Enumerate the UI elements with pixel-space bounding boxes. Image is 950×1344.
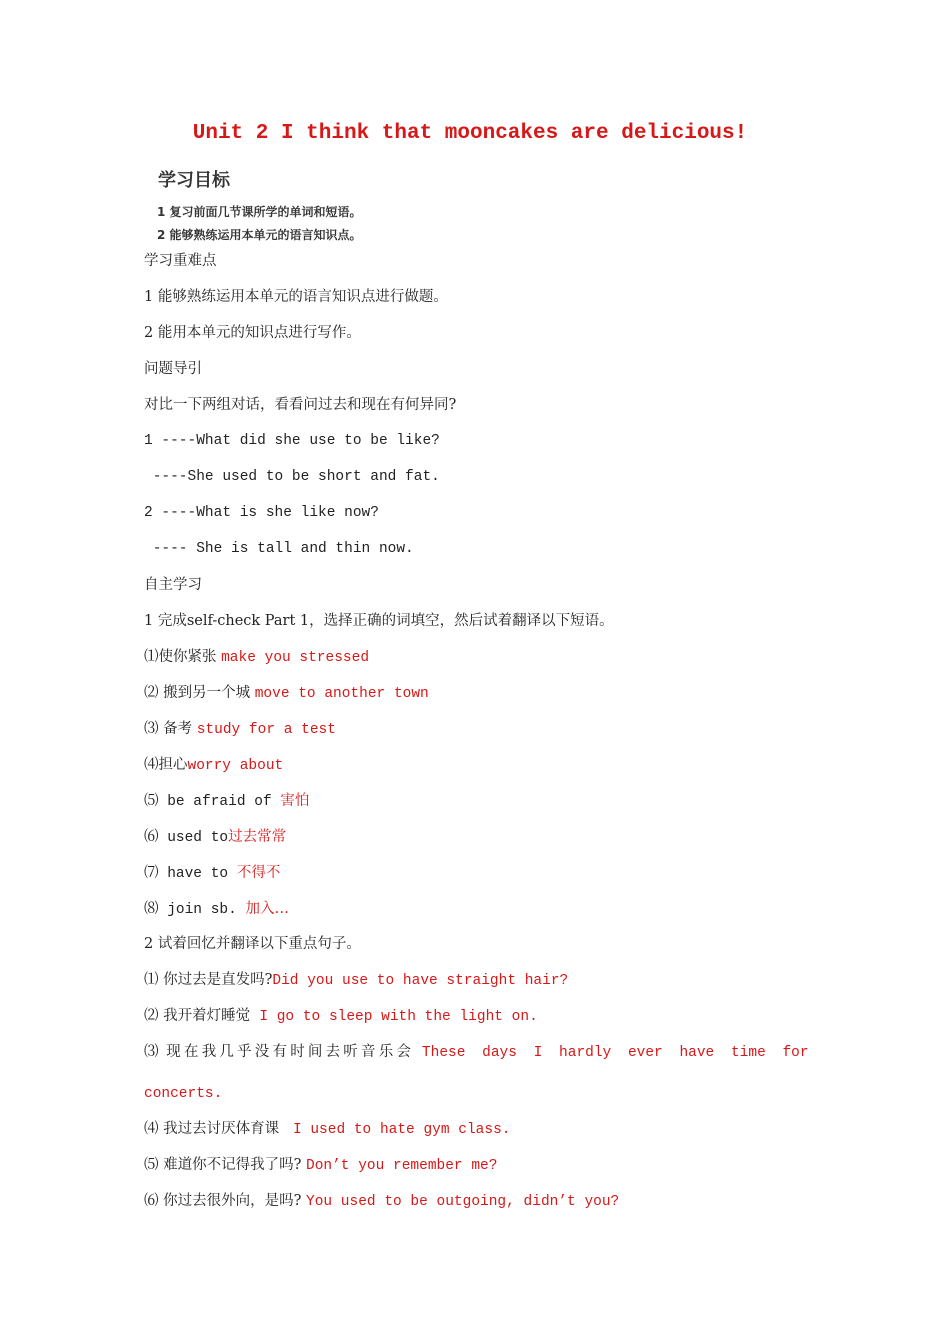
sentence-question: 你过去很外向，是吗? — [158, 1193, 306, 1209]
sentence-question: 现在我几乎没有时间去听音乐会 — [158, 1044, 422, 1060]
sentence-item — [144, 1042, 809, 1063]
sentence-number: ⑷ — [144, 1121, 159, 1137]
phrase-item — [144, 899, 289, 920]
sentence-answer: I go to sleep with the light on. — [259, 1009, 538, 1025]
sentence-question: 我过去讨厌体育课 — [158, 1121, 293, 1137]
phrase-item — [144, 683, 429, 704]
dialogue-line: 2 ----What is she like now? — [144, 505, 379, 521]
phrase-answer: 加入… — [245, 901, 290, 917]
phrase-number: ⑺ — [144, 865, 159, 881]
sentence-answer: You used to be outgoing, didn’t you? — [306, 1194, 620, 1210]
sentence-answer: I used to hate gym class. — [292, 1122, 511, 1138]
phrase-number: ⑶ — [144, 721, 159, 737]
phrase-question: 使你紧张 — [158, 649, 217, 665]
phrase-number: ⑹ — [144, 829, 159, 845]
phrase-answer: 害怕 — [280, 793, 310, 809]
sentence-answer: Did you use to have straight hair? — [272, 973, 569, 989]
sentence-item — [144, 1006, 538, 1027]
guide-heading: 问题导引 — [144, 361, 202, 377]
phrase-answer: 过去常常 — [228, 829, 287, 845]
phrase-answer: make you stressed — [221, 650, 370, 666]
phrase-item — [144, 755, 283, 776]
sentence-number: ⑵ — [144, 1008, 159, 1024]
phrase-answer: study for a test — [196, 722, 336, 738]
phrase-answer: 不得不 — [236, 865, 281, 881]
sentence-number: ⑸ — [144, 1157, 159, 1173]
difficulty-item: 1 能够熟练运用本单元的语言知识点进行做题。 — [144, 289, 448, 305]
phrase-question: 担心 — [158, 757, 188, 773]
task1-instruction: 1 完成self-check Part 1，选择正确的词填空，然后试着翻译以下短语。 — [144, 613, 614, 629]
sentence-number: ⑴ — [144, 972, 159, 988]
phrase-answer: move to another town — [254, 686, 429, 702]
sentence-item — [144, 1155, 497, 1176]
sentence-item — [144, 970, 568, 991]
phrase-item — [144, 863, 280, 884]
phrase-question: 搬到另一个城 — [158, 685, 251, 701]
goal-item: 1 复习前面几节课所学的单词和短语。 — [157, 205, 362, 219]
phrase-item — [144, 719, 336, 740]
phrase-item — [144, 791, 309, 812]
learning-goals-image — [155, 164, 455, 248]
phrase-number: ⑴ — [144, 649, 159, 665]
difficulties-heading: 学习重难点 — [144, 253, 217, 269]
phrase-number: ⑵ — [144, 685, 159, 701]
sentence-answer: These days I hardly ever have time for — [421, 1045, 809, 1061]
phrase-item — [144, 827, 286, 848]
phrase-number: ⑻ — [144, 901, 159, 917]
phrase-question: be afraid of — [158, 794, 281, 810]
phrase-question: 备考 — [158, 721, 193, 737]
dialogue-line: ----She used to be short and fat. — [144, 469, 440, 485]
dialogue-line: 1 ----What did she use to be like? — [144, 433, 440, 449]
guide-intro: 对比一下两组对话，看看问过去和现在有何异同? — [144, 397, 457, 413]
sentence-answer-continued: concerts. — [144, 1086, 223, 1102]
goal-item: 2 能够熟练运用本单元的语言知识点。 — [157, 228, 362, 242]
sentence-item — [144, 1119, 510, 1140]
sentence-question: 我开着灯睡觉 — [158, 1008, 260, 1024]
phrase-question: join sb. — [158, 902, 246, 918]
sentence-question: 你过去是直发吗? — [158, 972, 273, 988]
phrase-question: have to — [158, 866, 237, 882]
phrase-number: ⑸ — [144, 793, 159, 809]
self-study-heading: 自主学习 — [144, 577, 202, 593]
difficulty-item: 2 能用本单元的知识点进行写作。 — [144, 325, 361, 341]
phrase-question: used to — [158, 830, 229, 846]
sentence-number: ⑶ — [144, 1044, 159, 1060]
page-title: Unit 2 I think that mooncakes are delicious! — [192, 122, 748, 145]
task2-instruction: 2 试着回忆并翻译以下重点句子。 — [144, 936, 361, 952]
goals-heading: 学习目标 — [158, 170, 230, 191]
sentence-answer: Don’t you remember me? — [306, 1158, 498, 1174]
phrase-number: ⑷ — [144, 757, 159, 773]
phrase-answer: worry about — [187, 758, 284, 774]
sentence-item — [144, 1191, 619, 1212]
dialogue-line: ---- She is tall and thin now. — [144, 541, 414, 557]
phrase-item — [144, 647, 369, 668]
sentence-number: ⑹ — [144, 1193, 159, 1209]
sentence-question: 难道你不记得我了吗? — [158, 1157, 306, 1173]
